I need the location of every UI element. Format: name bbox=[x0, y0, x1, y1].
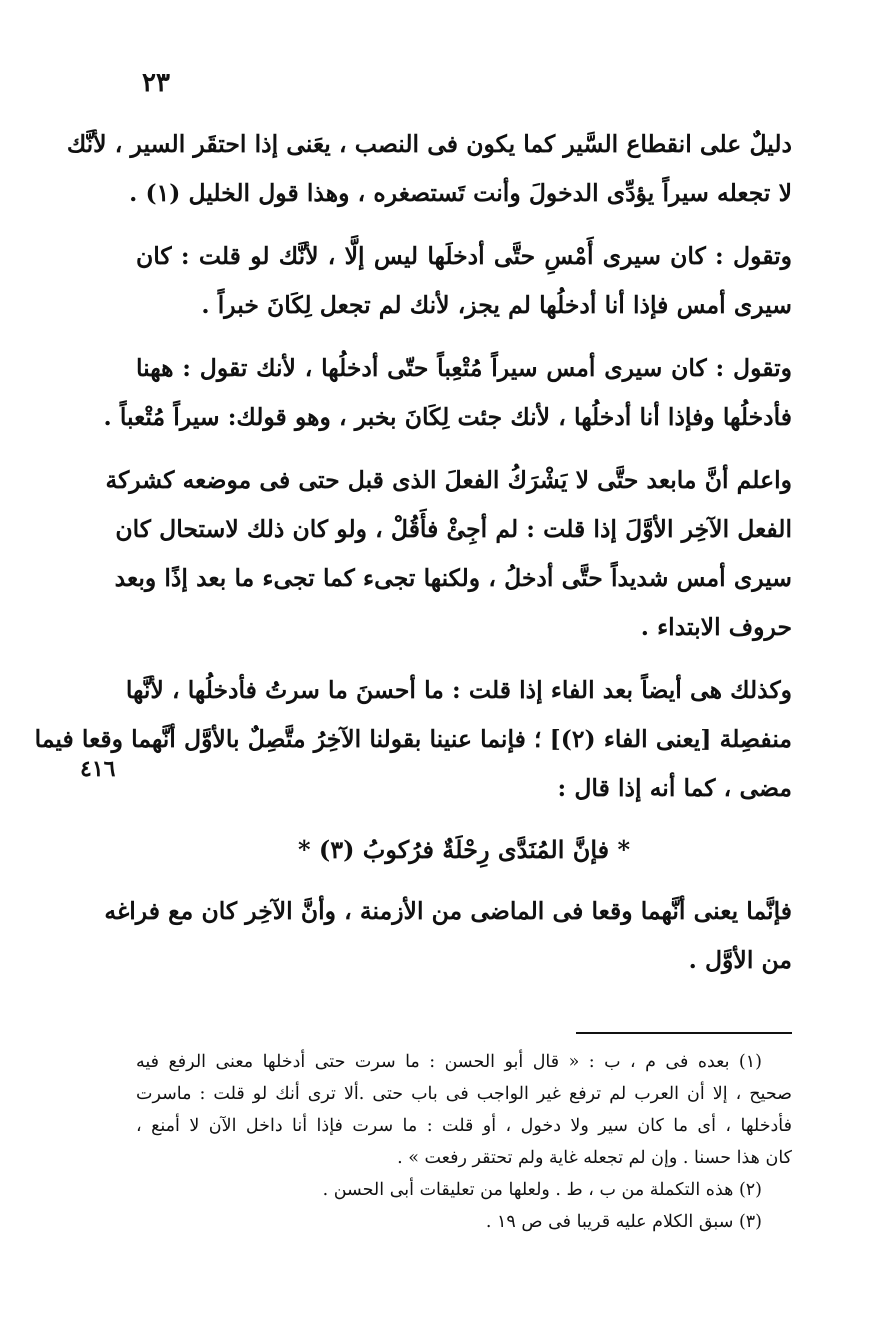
text-line: منفصِلة [يعنى الفاء (٢)] ؛ فإنما عنينا بقولنا الآخِرُ متَّصِلٌ بالأوَّل أنَّهما وقعا فيما bbox=[34, 725, 792, 753]
text-line: وتقول : كان سيرى أَمْسِ حتَّى أدخلَها ليس إلَّا ، لأنَّك لو قلت : كان bbox=[136, 242, 792, 270]
text-line: حروف الابتداء . bbox=[640, 613, 792, 641]
text-line: وكذلك هى أيضاً بعد الفاء إذا قلت : ما أحسنَ ما سرتُ فأدخلُها ، لأنَّها bbox=[125, 676, 792, 704]
text-line: الفعل الآخِر الأوَّلَ إذا قلت : لم أجِئْ فأَقُلْ ، ولو كان ذلك لاستحال كان bbox=[115, 515, 792, 543]
text-line: من الأوَّل . bbox=[688, 946, 792, 974]
text-line: لا تجعله سيراً يؤدِّى الدخولَ وأنت تَستصغره ، وهذا قول الخليل (١) . bbox=[129, 179, 792, 207]
text-line: وتقول : كان سيرى أمس سيراً مُتْعِباً حتّى أدخلُها ، لأنك تقول : ههنا bbox=[136, 354, 792, 382]
footnote-divider bbox=[576, 1032, 792, 1034]
text-line: سيرى أمس شديداً حتَّى أدخلُ ، ولكنها تجىء كما تجىء ما بعد إذًا وبعد bbox=[114, 564, 792, 592]
text-line: سيرى أمس فإذا أنا أدخلُها لم يجز، لأنك لم تجعل لِكَانَ خبراً . bbox=[201, 291, 792, 319]
text-line: دليلٌ على انقطاع السَّير كما يكون فى النصب ، يعَنى إذا احتقَر السير ، لأنَّك bbox=[66, 130, 792, 158]
paragraph-1 bbox=[66, 120, 792, 218]
marginal-page-number: ٤١٦ bbox=[80, 756, 116, 782]
footnote-line: فأدخلها ، أى ما كان سير ولا دخول ، أو قلت : ما سرت فإذا أنا داخل الآن لا أمنع ، bbox=[136, 1116, 792, 1136]
paragraph-2 bbox=[136, 232, 792, 330]
text-line: فإنَّما يعنى أنَّهما وقعا فى الماضى من الأزمنة ، وأنَّ الآخِر كان مع فراغه bbox=[104, 897, 792, 925]
footnote-line: (١) بعده فى م ، ب : « قال أبو الحسن : ما سرت حتى أدخلها معنى الرفع فيه bbox=[136, 1052, 762, 1072]
page-number: ٢٣ bbox=[142, 68, 170, 98]
footnotes bbox=[136, 1046, 792, 1238]
footnote-1 bbox=[136, 1046, 792, 1174]
footnote-line: (٣) سبق الكلام عليه قريبا فى ص ١٩ . bbox=[485, 1212, 762, 1232]
text-line: فأدخلُها وفإذا أنا أدخلُها ، لأنك جئت لِكَانَ بخبر ، وهو قولك: سيراً مُتْعباً . bbox=[103, 403, 792, 431]
text-line: مضى ، كما أنه إذا قال : bbox=[557, 774, 792, 802]
footnote-line: كان هذا حسنا . وإن لم تجعله غاية ولم تحتقر رفعت » . bbox=[397, 1148, 792, 1168]
paragraph-3 bbox=[103, 344, 792, 442]
text-line: واعلم أنَّ مابعد حتَّى لا يَشْرَكُ الفعلَ الذى قبل حتى فى موضعه كشركة bbox=[105, 466, 792, 494]
footnote-line: صحيح ، إلا أن العرب لم ترفع غير الواجب فى باب حتى .ألا ترى أنك لو قلت : ماسرت bbox=[136, 1084, 792, 1104]
paragraph-6 bbox=[104, 887, 792, 985]
footnote-2 bbox=[136, 1174, 792, 1206]
paragraph-4 bbox=[105, 456, 792, 652]
verse-line: * فإنَّ المُنَدَّى رِحْلَةٌ فرُكوبُ (٣) * bbox=[297, 835, 631, 864]
footnote-line: (٢) هذه التكملة من ب ، ط . ولعلها من تعليقات أبى الحسن . bbox=[322, 1180, 762, 1200]
footnote-3 bbox=[136, 1206, 792, 1238]
